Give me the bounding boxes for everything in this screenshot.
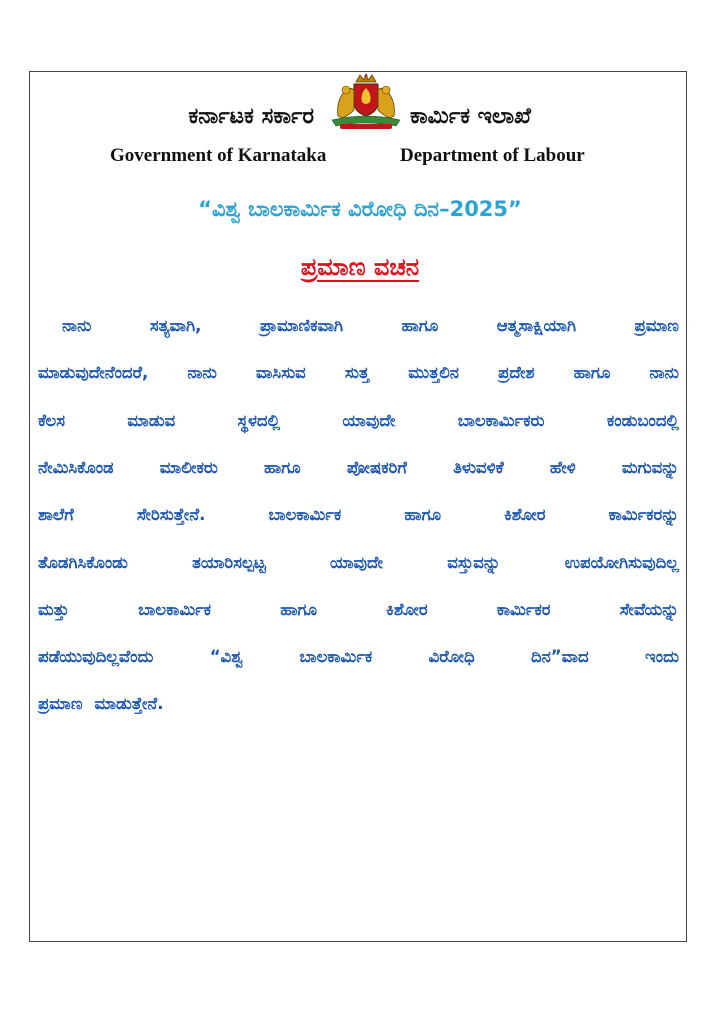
pledge-line (38, 645, 679, 669)
pledge-word: ಪ್ರಮಾಣ (634, 316, 679, 335)
pledge-line (38, 598, 679, 622)
pledge-word: ನಾನು (187, 363, 217, 383)
pledge-word: ಹೇಳಿ (549, 457, 576, 477)
pledge-word: ಯಾವುದೇ (330, 552, 384, 572)
pledge-word: ನೇಮಿಸಿಕೊಂಡ (38, 457, 114, 477)
pledge-word: ಮಾಡುತ್ತೇನೆ. (94, 694, 164, 714)
pledge-line (38, 503, 679, 527)
pledge-word: ವಿರೋಧಿ (428, 647, 475, 667)
pledge-word: ಪೋಷಕರಿಗೆ (346, 457, 407, 477)
department-name-english: Department of Labour (400, 145, 585, 166)
pledge-word: ಪ್ರಾಮಾಣಿಕವಾಗಿ (259, 316, 344, 335)
pledge-word: ಸತ್ಯವಾಗಿ, (149, 316, 202, 335)
pledge-word: ಉಪಯೋಗಿಸುವುದಿಲ್ಲ (564, 552, 679, 572)
pledge-word: ಸೇವೆಯನ್ನು (619, 599, 679, 619)
pledge-word: ತಿಳುವಳಿಕೆ (453, 457, 504, 477)
pledge-word: ತಯಾರಿಸಲ್ಪಟ್ಟ (192, 552, 266, 572)
pledge-word: ಬಾಲಕಾರ್ಮಿಕ (138, 599, 212, 619)
pledge-word: ಮಾಡುವ (127, 410, 176, 430)
pledge-word: ಕಾರ್ಮಿಕರ (496, 599, 551, 619)
pledge-word: ಹಾಗೂ (280, 599, 317, 619)
pledge-word: ಮಾಲೀಕರು (159, 457, 218, 477)
pledge-word: ಇಂದು (645, 647, 679, 667)
pledge-line (38, 692, 679, 716)
pledge-word: ಕೆಲಸ (38, 410, 66, 430)
pledge-word: ಸುತ್ತ (344, 363, 370, 383)
department-name-kannada: ಕಾರ್ಮಿಕ ಇಲಾಖೆ (410, 104, 531, 129)
pledge-word: ಪ್ರಮಾಣ (38, 694, 83, 714)
pledge-word: ಬಾಲಕಾರ್ಮಿಕ (299, 647, 373, 667)
pledge-word: ಸ್ಥಳದಲ್ಲಿ (237, 410, 281, 430)
karnataka-emblem-icon (326, 72, 406, 130)
pledge-line (38, 409, 679, 433)
pledge-word: ಪಡೆಯುವುದಿಲ್ಲವೆಂದು (38, 647, 154, 667)
pledge-word: ಹಾಗೂ (404, 505, 442, 525)
event-title: “ವಿಶ್ವ ಬಾಲಕಾರ್ಮಿಕ ವಿರೋಧಿ ದಿನ–2025” (198, 197, 522, 221)
pledge-word: ದಿನ”ವಾದ (530, 647, 589, 667)
pledge-word: ಕಾರ್ಮಿಕರನ್ನು (608, 505, 679, 525)
pledge-line (38, 361, 679, 385)
pledge-line (38, 551, 679, 575)
pledge-word: ತೊಡಗಿಸಿಕೊಂಡು (38, 552, 128, 572)
pledge-word: ಮುತ್ತಲಿನ (408, 363, 459, 383)
pledge-word: ಮಾಡುವುದೇನೆಂದರೆ, (38, 363, 149, 383)
pledge-word: ವಾಸಿಸುವ (255, 363, 306, 383)
pledge-word: ನಾನು (649, 363, 679, 383)
pledge-word: ವಸ್ತುವನ್ನು (447, 552, 501, 572)
government-name-kannada: ಕರ್ನಾಟಕ ಸರ್ಕಾರ (188, 104, 314, 129)
pledge-title: ಪ್ರಮಾಣ ವಚನ (300, 253, 420, 281)
pledge-word: ಹಾಗೂ (264, 457, 301, 477)
pledge-word: ನಾನು (62, 316, 92, 335)
government-name-english: Government of Karnataka (110, 145, 327, 166)
pledge-line (38, 456, 679, 480)
pledge-line (62, 314, 679, 338)
pledge-word: ಕಂಡುಬಂದಲ್ಲಿ (606, 410, 679, 430)
pledge-word: ಬಾಲಕಾರ್ಮಿಕರು (457, 410, 545, 430)
pledge-word: ಹಾಗೂ (401, 316, 439, 335)
pledge-word: ಹಾಗೂ (573, 363, 611, 383)
pledge-word: ಮಗುವನ್ನು (621, 457, 679, 477)
pledge-word: ಆತ್ಮಸಾಕ್ಷಿಯಾಗಿ (496, 316, 576, 335)
pledge-word: ಕಿಶೋರ (386, 599, 428, 619)
pledge-word: ಶಾಲೆಗೆ (38, 505, 74, 525)
pledge-word: ಮತ್ತು (38, 599, 70, 619)
pledge-word: “ವಿಶ್ವ (209, 647, 244, 667)
pledge-word: ಸೇರಿಸುತ್ತೇನೆ. (136, 505, 206, 525)
pledge-word: ಯಾವುದೇ (342, 410, 396, 430)
pledge-word: ಪ್ರದೇಶ (498, 363, 535, 383)
pledge-word: ಕಿಶೋರ (504, 505, 546, 525)
pledge-word: ಬಾಲಕಾರ್ಮಿಕ (268, 505, 342, 525)
